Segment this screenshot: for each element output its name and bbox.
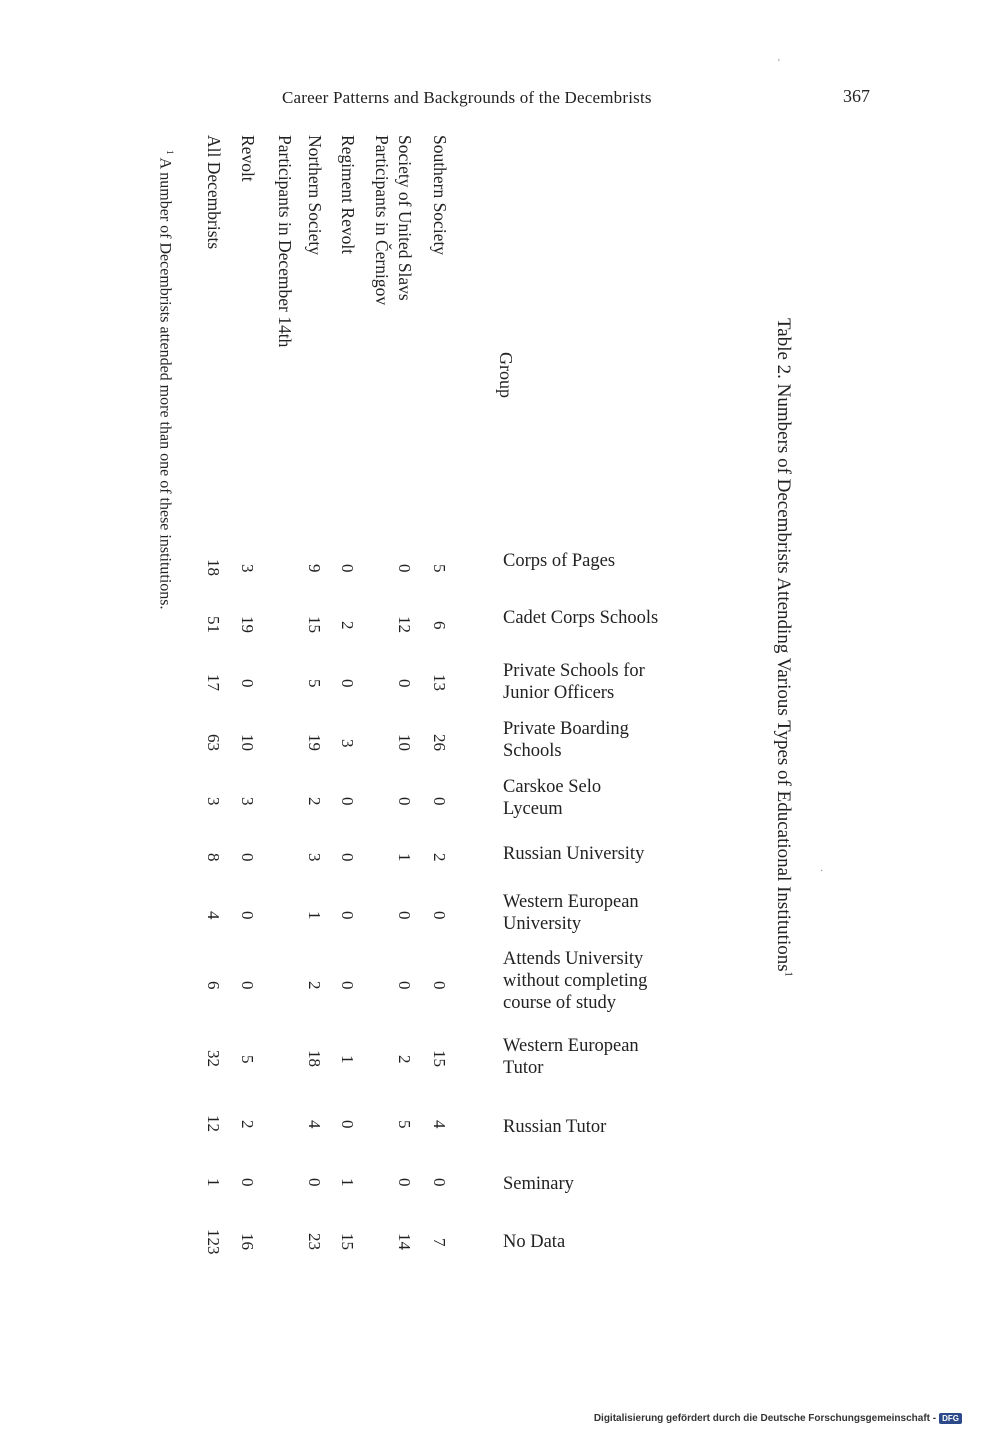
table-cell: 19	[305, 734, 324, 751]
column-header-line: Western European	[503, 1036, 639, 1056]
caption-text: Table 2. Numbers of Decembrists Attending Various Types of Educational Institutions	[773, 318, 794, 972]
table-cell: 0	[238, 1177, 257, 1186]
table-cell: 0	[338, 852, 357, 861]
table-cell: 0	[395, 980, 414, 989]
table-cell: 5	[395, 1119, 414, 1128]
table-cell: 0	[238, 678, 257, 687]
table-cell: 0	[238, 910, 257, 919]
table-cell: 14	[395, 1233, 414, 1250]
column-header-line: Lyceum	[503, 799, 563, 819]
group-label-line: Revolt	[238, 135, 258, 182]
caption-note-mark: 1	[782, 971, 794, 977]
table-cell: 16	[238, 1233, 257, 1250]
table-cell: 0	[338, 980, 357, 989]
dfg-logo: DFG	[939, 1413, 962, 1424]
table-cell: 2	[430, 852, 449, 861]
scan-mark: '	[778, 58, 780, 69]
table-cell: 12	[395, 616, 414, 633]
column-header	[503, 948, 703, 1014]
table-cell: 4	[430, 1119, 449, 1128]
table-caption	[774, 318, 793, 977]
column-header-line: Russian Tutor	[503, 1117, 607, 1137]
table-cell: 10	[238, 734, 257, 751]
column-header-line: Russian University	[503, 844, 645, 864]
table-cell: 18	[204, 559, 223, 576]
table-cell: 0	[238, 852, 257, 861]
column-header	[503, 718, 703, 762]
page-number: 367	[843, 86, 870, 106]
group-label-line: Regiment Revolt	[338, 135, 358, 255]
table-cell: 1	[338, 1177, 357, 1186]
table-cell: 1	[305, 910, 324, 919]
column-header	[503, 550, 703, 572]
group-label-line: Society of United Slavs	[395, 135, 415, 301]
column-header-line: course of study	[503, 993, 617, 1013]
table-cell: 63	[204, 734, 223, 751]
table-cell: 3	[338, 738, 357, 747]
column-header-line: Schools	[503, 741, 562, 761]
table-cell: 23	[305, 1233, 324, 1250]
table-cell: 10	[395, 734, 414, 751]
table-cell: 26	[430, 734, 449, 751]
column-header	[503, 660, 703, 704]
table-cell: 3	[238, 796, 257, 805]
credit-text: Digitalisierung gefördert durch die Deutsche Forschungsgemeinschaft -	[593, 1413, 937, 1424]
table-cell: 8	[204, 852, 223, 861]
table-cell: 5	[430, 563, 449, 572]
table-cell: 7	[430, 1237, 449, 1246]
group-label-line: Northern Society	[305, 135, 325, 256]
column-header-line: Private Schools for	[503, 661, 645, 681]
table-cell: 0	[430, 796, 449, 805]
table-cell: 0	[395, 796, 414, 805]
table-cell: 3	[305, 852, 324, 861]
footnote-mark: 1	[165, 150, 175, 155]
table-cell: 0	[395, 910, 414, 919]
table-cell: 2	[338, 620, 357, 629]
table-cell: 123	[204, 1228, 223, 1254]
table-cell: 18	[305, 1050, 324, 1067]
table-cell: 4	[204, 910, 223, 919]
column-header-line: Western European	[503, 892, 639, 912]
running-head: Career Patterns and Backgrounds of the Decembrists	[282, 88, 652, 107]
column-header-line: Seminary	[503, 1174, 574, 1194]
table-cell: 0	[338, 910, 357, 919]
group-label-line: Participants in December 14th	[275, 135, 295, 348]
table-cell: 2	[238, 1119, 257, 1128]
table-cell: 51	[204, 616, 223, 633]
table-cell: 3	[238, 563, 257, 572]
table-cell: 9	[305, 563, 324, 572]
table-cell: 6	[204, 980, 223, 989]
column-header-line: without completing	[503, 971, 648, 991]
table-cell: 0	[338, 796, 357, 805]
footnote	[157, 150, 174, 610]
table-cell: 0	[430, 910, 449, 919]
table-cell: 0	[430, 1177, 449, 1186]
column-header	[503, 1035, 703, 1079]
table-cell: 2	[395, 1054, 414, 1063]
column-header	[503, 1231, 703, 1253]
group-label-line: Southern Society	[430, 135, 450, 256]
column-header-line: Attends University	[503, 949, 644, 969]
column-header	[503, 607, 703, 629]
column-header-line: Corps of Pages	[503, 551, 616, 571]
table-cell: 2	[305, 796, 324, 805]
table-cell: 5	[238, 1054, 257, 1063]
table-cell: 0	[338, 563, 357, 572]
column-header	[503, 891, 703, 935]
column-header	[503, 843, 703, 865]
table-cell: 0	[395, 563, 414, 572]
table-cell: 2	[305, 980, 324, 989]
column-header	[503, 1116, 703, 1138]
column-header	[503, 1173, 703, 1195]
table-cell: 1	[204, 1177, 223, 1186]
group-label-line: All Decembrists	[204, 135, 224, 250]
table-cell: 32	[204, 1050, 223, 1067]
column-header-line: Junior Officers	[503, 683, 615, 703]
column-header-line: Tutor	[503, 1058, 544, 1078]
table-cell: 15	[305, 616, 324, 633]
table-cell: 0	[395, 1177, 414, 1186]
table-cell: 0	[238, 980, 257, 989]
table-cell: 1	[395, 852, 414, 861]
table-cell: 0	[338, 1119, 357, 1128]
table-cell: 15	[430, 1050, 449, 1067]
column-header-line: Private Boarding	[503, 719, 629, 739]
table-cell: 1	[338, 1054, 357, 1063]
table-cell: 15	[338, 1233, 357, 1250]
column-header-line: University	[503, 914, 582, 934]
table-cell: 12	[204, 1115, 223, 1132]
table-cell: 0	[430, 980, 449, 989]
table-cell: 13	[430, 674, 449, 691]
table-cell: 0	[338, 678, 357, 687]
table-cell: 17	[204, 674, 223, 691]
column-header-line: No Data	[503, 1232, 566, 1252]
table-cell: 19	[238, 616, 257, 633]
scan-mark: ·	[820, 866, 824, 877]
table-cell: 3	[204, 796, 223, 805]
column-header-line: Cadet Corps Schools	[503, 608, 659, 628]
group-label-line: Participants in Černigov	[372, 135, 392, 306]
group-column-header: Group	[496, 352, 516, 398]
footer-credit	[594, 1413, 962, 1424]
table-cell: 0	[395, 678, 414, 687]
column-header	[503, 776, 703, 820]
column-header-line: Carskoe Selo	[503, 777, 602, 797]
table-cell: 4	[305, 1119, 324, 1128]
table-cell: 6	[430, 620, 449, 629]
table-cell: 0	[305, 1177, 324, 1186]
footnote-text: A number of Decembrists attended more than one of these institutions.	[156, 157, 174, 610]
table-cell: 5	[305, 678, 324, 687]
